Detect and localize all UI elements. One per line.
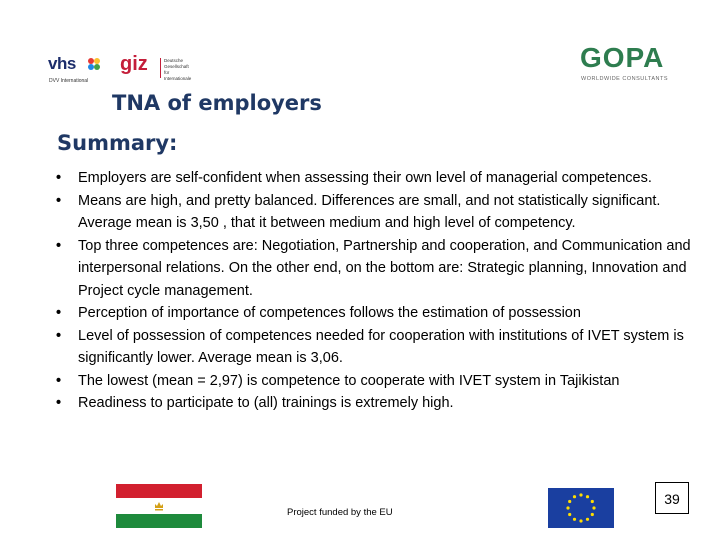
slide-title: TNA of employers [112,91,322,115]
vhs-logo-subtitle: DVV International [49,78,89,84]
giz-subtitle-line-2: für Internationale [164,70,192,81]
bullet-item: • The lowest (mean = 2,97) is competence to cooperate with IVET system in Tajikistan [56,370,696,393]
flag-green-stripe [116,514,202,528]
flag-white-stripe [116,498,202,514]
gopa-logo-text: GOPA [580,42,665,73]
giz-logo-subtitle [164,58,192,82]
eu-flag-icon [548,488,614,528]
giz-subtitle-line-1: Deutsche Gesellschaft [164,58,189,69]
bullet-item: • Readiness to participate to (all) trainings is extremely high. [56,392,696,415]
bullet-item: • Means are high, and pretty balanced. Differences are small, and not statistically significant. Average mean is 3,50 , that it between medium and high level of competency. [56,190,696,235]
gopa-logo [578,44,674,84]
gopa-logo-subtitle: WORLDWIDE CONSULTANTS [581,76,668,82]
bullet-item: • Perception of importance of competences follows the estimation of possession [56,302,696,325]
flag-red-stripe [116,484,202,498]
giz-logo [120,55,192,79]
giz-logo-text: giz [120,53,148,75]
crown-icon [152,499,166,513]
bullet-list [56,167,696,415]
vhs-logo-text: vhs [48,54,76,73]
vhs-logo-icon [86,56,102,72]
bullet-item: • Level of possession of competences needed for cooperation with institutions of IVET system is significantly lower. Average mean is 3,06. [56,325,696,370]
vhs-logo [48,54,106,88]
funding-note: Project funded by the EU [287,507,393,518]
bullet-item: • Top three competences are: Negotiation, Partnership and cooperation, and Communication and interpersonal relations. On the other end, on the bottom are: Strategic planning, Innovation and Project cycle management. [56,235,696,303]
bullet-item: • Employers are self-confident when assessing their own level of managerial competences. [56,167,696,190]
page-number: 39 [655,482,689,514]
giz-logo-divider [160,58,161,78]
tajikistan-flag [116,484,202,528]
slide-subtitle: Summary: [57,131,178,155]
